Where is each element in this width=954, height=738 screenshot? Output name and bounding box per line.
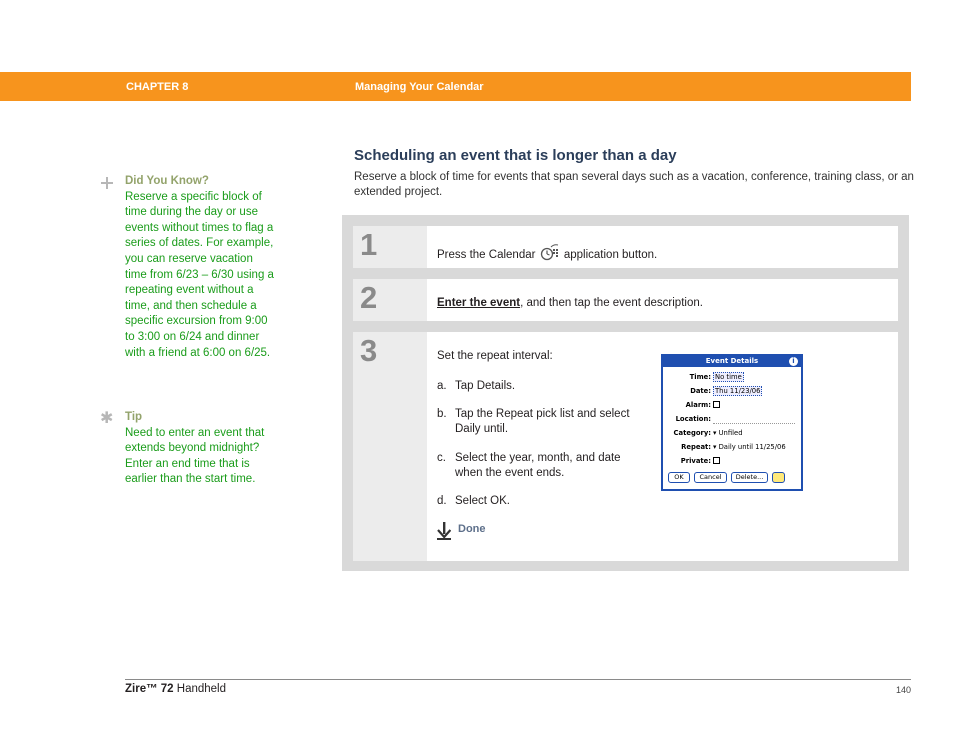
chapter-title: Managing Your Calendar xyxy=(355,81,484,93)
private-label: Private: xyxy=(680,457,711,465)
did-you-know-heading: Did You Know? xyxy=(125,175,209,187)
category-label: Category: xyxy=(673,429,711,437)
note-icon[interactable] xyxy=(772,472,785,483)
info-icon[interactable]: i xyxy=(789,357,798,366)
footer-product: Zire™ 72 Handheld xyxy=(125,683,227,695)
step-number: 1 xyxy=(360,227,378,262)
did-you-know-text: Reserve a specific block of time during the day or use events without times to flag a series of dates. For example, you can reserve vacation time from 6/23 – 6/30 using a repeating event without a time, and then schedule a specific excursion from 9:00 to 3:00 on 6/24 and dinner with a friend at 6:00 on 6/25. xyxy=(125,190,274,359)
dialog-title: Event Details xyxy=(663,356,801,367)
category-picker[interactable]: ▾ Unfiled xyxy=(713,429,743,437)
enter-event-link[interactable]: Enter the event xyxy=(437,297,521,309)
step-number: 3 xyxy=(360,333,378,368)
step-text xyxy=(437,243,657,261)
step-text-before: Press the Calendar xyxy=(437,249,536,261)
chapter-header-bar xyxy=(0,72,911,101)
step-text-after: , and then tap the event description. xyxy=(520,297,703,309)
step-text-after: application button. xyxy=(563,249,658,261)
footer-rule xyxy=(125,679,911,680)
step-1 xyxy=(353,226,898,268)
alarm-label: Alarm: xyxy=(685,401,711,409)
page-number: 140 xyxy=(895,685,911,695)
alarm-checkbox[interactable] xyxy=(713,401,720,410)
step-3: 3 Set the repeat interval: a. Tap Details. b. Tap the Repeat pick list and select Daily until. c. Select the year, month, and date when the event ends. d. Select OK. Done Event Details i Time: No time Date: Thu 11/23/06 Alarm: Location: Category: ▾ Unfiled Repeat: ▾ Daily until 11/25/06 Private: OK Cancel Delete... xyxy=(353,332,898,561)
step-text xyxy=(437,297,703,309)
cancel-button[interactable]: Cancel xyxy=(694,472,727,483)
repeat-picker[interactable]: ▾ Daily until 11/25/06 xyxy=(713,443,786,451)
tip-note xyxy=(125,410,275,488)
private-checkbox[interactable] xyxy=(713,457,720,466)
location-label: Location: xyxy=(675,415,711,423)
delete-button[interactable]: Delete... xyxy=(731,472,768,483)
chapter-label: CHAPTER 8 xyxy=(126,81,189,93)
step-intro: Set the repeat interval: xyxy=(437,350,553,362)
location-field[interactable] xyxy=(713,423,795,424)
section-title: Scheduling an event that is longer than a day xyxy=(354,147,677,164)
tip-heading: Tip xyxy=(125,411,143,423)
time-label: Time: xyxy=(689,373,711,381)
repeat-label: Repeat: xyxy=(681,443,711,451)
plus-icon xyxy=(101,177,113,189)
tip-text: Need to enter an event that extends beyond midnight? Enter an end time that is earlier than the start time. xyxy=(125,426,265,486)
calendar-icon xyxy=(539,243,561,261)
section-description: Reserve a block of time for events that span several days such as a vacation, conference, training class, or an extended project. xyxy=(354,171,914,198)
step-2 xyxy=(353,279,898,321)
did-you-know-note xyxy=(125,174,275,361)
date-label: Date: xyxy=(690,387,711,395)
done-label: Done xyxy=(458,523,486,535)
ok-button[interactable]: OK xyxy=(668,472,690,483)
time-value[interactable]: No time xyxy=(715,373,742,381)
event-details-dialog xyxy=(661,354,803,491)
arrow-down-icon xyxy=(437,522,451,540)
asterisk-icon: ✱ xyxy=(100,410,114,427)
step-number: 2 xyxy=(360,280,378,315)
date-value[interactable]: Thu 11/23/06 xyxy=(715,387,761,395)
